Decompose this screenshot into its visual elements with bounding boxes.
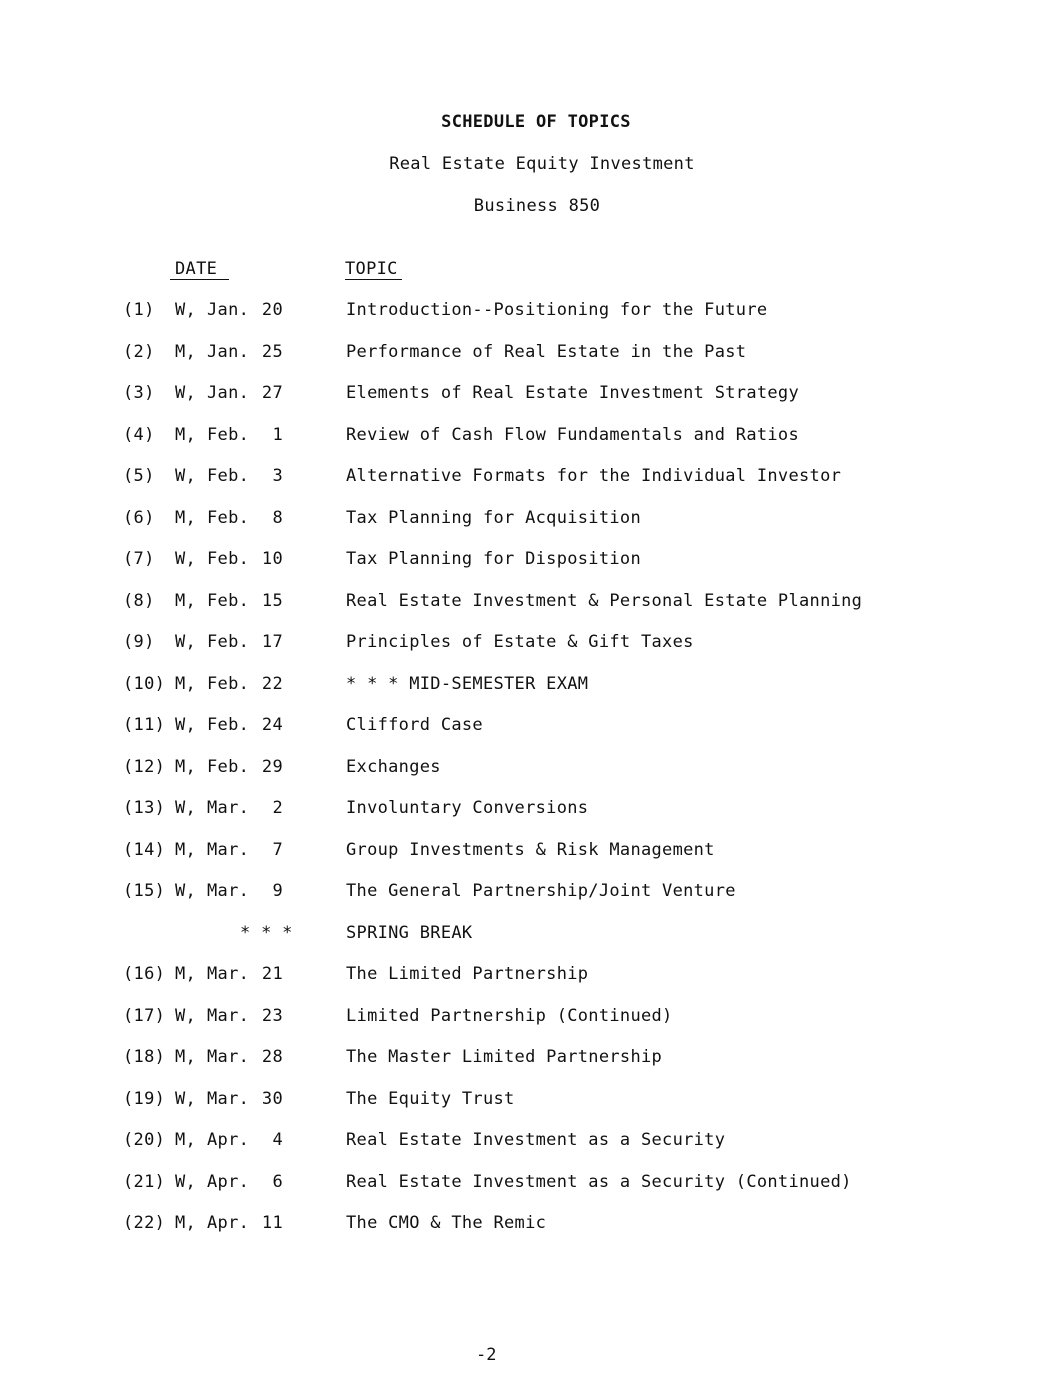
schedule-row (0, 508, 1062, 550)
session-number: (15) (123, 881, 166, 901)
weekday: W, (175, 549, 197, 569)
session-topic: Introduction--Positioning for the Future (346, 300, 768, 320)
schedule-row (0, 757, 1062, 799)
session-topic: Real Estate Investment as a Security (Continued) (346, 1171, 852, 1192)
session-number: (9) (123, 632, 155, 652)
session-number: (14) (123, 839, 166, 860)
page-number: -2 (476, 1345, 497, 1365)
session-number: (11) (123, 715, 166, 735)
month: Mar. (207, 839, 250, 860)
session-number: (20) (123, 1130, 166, 1150)
session-topic: Involuntary Conversions (346, 798, 589, 818)
day-of-month: 2 (272, 798, 283, 818)
month: Mar. (207, 1005, 250, 1026)
weekday: M, (175, 839, 197, 860)
weekday: M, (175, 1047, 197, 1067)
day-of-month: 4 (272, 1130, 283, 1150)
day-of-month: 29 (261, 756, 283, 777)
month: Feb. (207, 756, 250, 777)
session-number: (13) (123, 798, 166, 818)
session-number: (6) (123, 507, 155, 528)
month: Mar. (207, 964, 250, 984)
session-number: (5) (123, 466, 155, 486)
day-of-month: 15 (261, 590, 283, 611)
document-subtitle: Real Estate Equity Investment (389, 154, 695, 174)
month: Apr. (207, 1171, 250, 1192)
session-number: (17) (123, 1005, 166, 1026)
schedule-row (0, 1213, 1062, 1255)
session-number: (2) (123, 341, 155, 362)
schedule-row (0, 1089, 1062, 1131)
session-topic: Principles of Estate & Gift Taxes (346, 632, 694, 652)
session-topic: Alternative Formats for the Individual Investor (346, 466, 842, 486)
topic-column-header: TOPIC (345, 259, 402, 280)
session-topic: Limited Partnership (Continued) (346, 1005, 673, 1026)
session-number: (18) (123, 1047, 166, 1067)
weekday: W, (175, 1005, 197, 1026)
schedule-row (0, 1130, 1062, 1172)
weekday: M, (175, 590, 197, 611)
weekday: W, (175, 715, 197, 735)
month: Jan. (207, 383, 250, 403)
weekday: W, (175, 1088, 197, 1109)
day-of-month: 23 (261, 1005, 283, 1026)
weekday: M, (175, 673, 197, 694)
schedule-row (0, 674, 1062, 716)
weekday: W, (175, 466, 197, 486)
schedule-row (0, 798, 1062, 840)
session-topic: Tax Planning for Disposition (346, 549, 641, 569)
session-topic: The General Partnership/Joint Venture (346, 881, 736, 901)
schedule-table (0, 300, 1062, 1255)
session-topic: The Equity Trust (346, 1088, 515, 1109)
session-number: (16) (123, 964, 166, 984)
month: Feb. (207, 715, 250, 735)
month: Apr. (207, 1213, 250, 1233)
month: Jan. (207, 341, 250, 362)
schedule-row (0, 342, 1062, 384)
break-marker: * * * (240, 922, 293, 943)
day-of-month: 3 (272, 466, 283, 486)
session-number: (19) (123, 1088, 166, 1109)
day-of-month: 6 (272, 1171, 283, 1192)
session-topic: Elements of Real Estate Investment Strategy (346, 383, 799, 403)
weekday: W, (175, 632, 197, 652)
day-of-month: 7 (272, 839, 283, 860)
session-number: (3) (123, 383, 155, 403)
weekday: M, (175, 964, 197, 984)
weekday: M, (175, 424, 197, 445)
schedule-row (0, 715, 1062, 757)
month: Feb. (207, 549, 250, 569)
schedule-row (0, 964, 1062, 1006)
day-of-month: 22 (261, 673, 283, 694)
session-topic: Group Investments & Risk Management (346, 839, 715, 860)
month: Mar. (207, 1047, 250, 1067)
weekday: W, (175, 300, 197, 320)
month: Jan. (207, 300, 250, 320)
session-topic: Exchanges (346, 756, 441, 777)
weekday: M, (175, 341, 197, 362)
schedule-row (0, 881, 1062, 923)
day-of-month: 24 (261, 715, 283, 735)
session-topic: The Limited Partnership (346, 964, 589, 984)
session-topic: Real Estate Investment as a Security (346, 1130, 726, 1150)
weekday: W, (175, 881, 197, 901)
month: Feb. (207, 424, 250, 445)
session-number: (12) (123, 756, 166, 777)
schedule-row (0, 591, 1062, 633)
session-topic: The Master Limited Partnership (346, 1047, 663, 1067)
day-of-month: 30 (261, 1088, 283, 1109)
session-number: (4) (123, 424, 155, 445)
weekday: W, (175, 1171, 197, 1192)
course-number: Business 850 (473, 196, 601, 216)
day-of-month: 8 (272, 507, 283, 528)
session-number: (10) (123, 673, 166, 694)
day-of-month: 17 (261, 632, 283, 652)
document-title: SCHEDULE OF TOPICS (441, 112, 631, 132)
schedule-row (0, 1006, 1062, 1048)
session-number: (7) (123, 549, 155, 569)
session-number: (1) (123, 300, 155, 320)
month: Mar. (207, 1088, 250, 1109)
session-number: (21) (123, 1171, 166, 1192)
session-number: (8) (123, 590, 155, 611)
weekday: M, (175, 756, 197, 777)
weekday: M, (175, 1213, 197, 1233)
day-of-month: 28 (261, 1047, 283, 1067)
schedule-row (0, 1047, 1062, 1089)
session-topic: Tax Planning for Acquisition (346, 507, 641, 528)
schedule-row (0, 300, 1062, 342)
day-of-month: 21 (261, 964, 283, 984)
session-topic: The CMO & The Remic (346, 1213, 547, 1233)
session-topic: Review of Cash Flow Fundamentals and Ratios (346, 424, 799, 445)
month: Apr. (207, 1130, 250, 1150)
schedule-row (0, 1172, 1062, 1214)
day-of-month: 25 (261, 341, 283, 362)
day-of-month: 20 (261, 300, 283, 320)
month: Feb. (207, 632, 250, 652)
month: Feb. (207, 590, 250, 611)
schedule-row (0, 840, 1062, 882)
session-topic: Clifford Case (346, 715, 483, 735)
day-of-month: 10 (261, 549, 283, 569)
month: Feb. (207, 673, 250, 694)
weekday: M, (175, 507, 197, 528)
schedule-row (0, 425, 1062, 467)
day-of-month: 27 (261, 383, 283, 403)
session-topic: Real Estate Investment & Personal Estate Planning (346, 590, 863, 611)
weekday: W, (175, 383, 197, 403)
schedule-row (0, 549, 1062, 591)
day-of-month: 11 (261, 1213, 283, 1233)
day-of-month: 9 (272, 881, 283, 901)
schedule-row (0, 632, 1062, 674)
session-topic: SPRING BREAK (346, 922, 473, 943)
schedule-row (0, 383, 1062, 425)
weekday: M, (175, 1130, 197, 1150)
session-number: (22) (123, 1213, 166, 1233)
session-topic: * * * MID-SEMESTER EXAM (346, 673, 589, 694)
month: Feb. (207, 507, 250, 528)
month: Mar. (207, 881, 250, 901)
session-topic: Performance of Real Estate in the Past (346, 341, 747, 362)
month: Feb. (207, 466, 250, 486)
date-column-header: DATE (170, 259, 229, 280)
month: Mar. (207, 798, 250, 818)
weekday: W, (175, 798, 197, 818)
schedule-row (0, 923, 1062, 965)
day-of-month: 1 (272, 424, 283, 445)
schedule-row (0, 466, 1062, 508)
